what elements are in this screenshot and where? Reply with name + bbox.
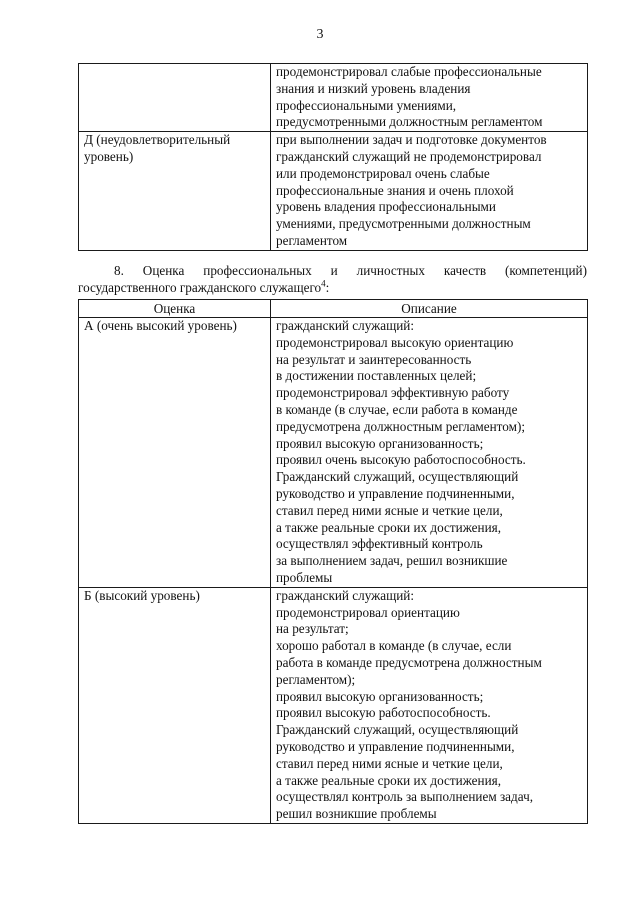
section-heading-line-2 [78,279,587,296]
description-line: в достижении поставленных целей; [276,368,477,384]
description-line: при выполнении задач и подготовке документов [276,132,547,148]
section-heading-suffix: : [325,280,330,295]
description-line: осуществлял эффективный контроль [276,536,483,552]
table-row [79,64,588,132]
description-line: уровень владения профессиональными [276,199,496,215]
grade-cell [79,64,271,132]
description-line: гражданский служащий: [276,318,415,333]
description-line: проблемы [276,569,333,585]
grade-cell [79,132,271,251]
description-line: предусмотренными должностным регламентом [276,114,543,130]
description-line: ставил перед ними ясные и четкие цели, [276,755,503,771]
description-line: регламентом); [276,671,356,687]
table-row [79,318,588,588]
description-line: профессиональными умениями, [276,97,457,113]
description-line: в команде (в случае, если работа в команде [276,401,518,417]
description-line: проявил высокую организованность; [276,688,484,704]
description-line: продемонстрировал эффективную работу [276,385,510,401]
grade-cell [79,587,271,823]
description-line: хорошо работал в команде (в случае, если [276,638,512,654]
table-header-row [79,300,588,318]
description-line: на результат и заинтересованность [276,351,472,367]
description-line: осуществлял контроль за выполнением задач, [276,789,533,805]
column-header-description: Описание [271,300,588,318]
page-number: 3 [316,27,324,42]
table-row [79,587,588,823]
footnote-mark[interactable]: 4 [321,278,326,289]
description-cell [271,318,588,588]
description-line: руководство и управление подчиненными, [276,738,515,754]
description-line: проявил очень высокую работоспособность. [276,452,526,468]
competency-table [78,299,588,824]
description-line: проявил высокую работоспособность. [276,705,491,721]
section-heading-text: государственного гражданского служащего [78,280,322,295]
description-cell [271,132,588,251]
grade-line: Д (неудовлетворительный [84,132,231,148]
description-line: работа в команде предусмотрена должностным [276,654,542,670]
description-line: Гражданский служащий, осуществляющий [276,469,519,485]
description-line: на результат; [276,621,349,637]
column-header-grade: Оценка [79,300,271,318]
description-line: регламентом [276,232,348,248]
description-line: а также реальные сроки их достижения, [276,772,501,788]
grade-line: уровень) [84,148,134,164]
description-line: продемонстрировал ориентацию [276,604,460,620]
section-heading [78,262,587,296]
description-line: умениями, предусмотренными должностным [276,216,531,232]
description-line: проявил высокую организованность; [276,435,484,451]
description-cell [271,587,588,823]
grade-line: А (очень высокий уровень) [84,318,237,333]
description-line: гражданский служащий: [276,587,415,603]
table-row [79,132,588,251]
description-line: предусмотрена должностным регламентом); [276,418,526,434]
description-line: или продемонстрировал очень слабые [276,165,490,181]
section-heading-line-1: 8. Оценка профессиональных и личностных качеств (компетенций) [114,263,587,278]
description-line: гражданский служащий не продемонстрировал [276,148,542,164]
description-line: а также реальные сроки их достижения, [276,519,501,535]
grade-cell [79,318,271,588]
description-cell [271,64,588,132]
description-line: решил возникшие проблемы [276,806,437,822]
description-line: знания и низкий уровень владения [276,80,471,96]
description-line: ставил перед ними ясные и четкие цели, [276,502,503,518]
grade-table-continuation [78,63,588,251]
grade-line: Б (высокий уровень) [84,587,200,603]
description-line: продемонстрировал слабые профессиональные [276,64,542,79]
description-line: продемонстрировал высокую ориентацию [276,334,514,350]
description-line: профессиональные знания и очень плохой [276,182,514,198]
description-line: Гражданский служащий, осуществляющий [276,722,519,738]
description-line: руководство и управление подчиненными, [276,485,515,501]
description-line: за выполнением задач, решил возникшие [276,553,508,569]
